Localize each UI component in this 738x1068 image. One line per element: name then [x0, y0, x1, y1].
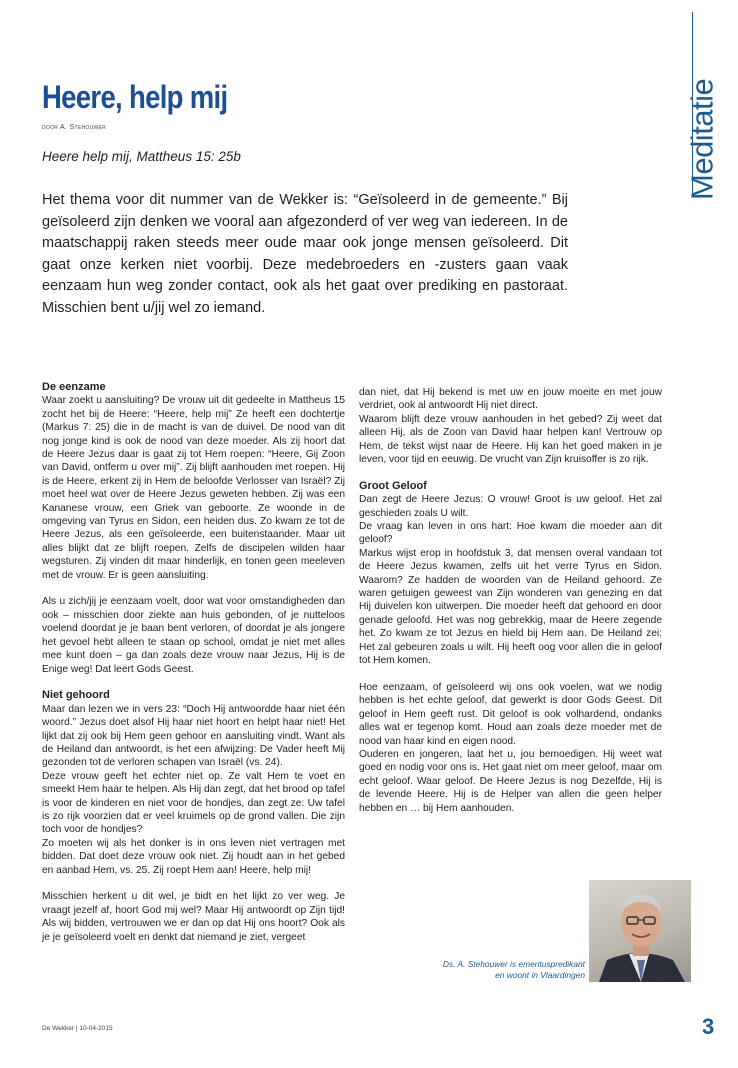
left-paragraph-5: Zo moeten wij als het donker is in ons leven niet vertragen met bidden. Dat doet deze vrouw ook niet. Zij houdt aan in het gebed en aanbad Hem, vs. 25. Zij roept Hem aan! Heere, help mij! [42, 837, 345, 876]
page-number: 3 [702, 1014, 715, 1039]
photo-caption [400, 959, 585, 981]
section-label: Meditatie [684, 78, 720, 200]
left-column [42, 381, 345, 944]
right-paragraph-2: Waarom blijft deze vrouw aanhouden in het gebed? Zij weet dat alleen Hij, als de Zoon van David haar helpen kan! Vertrouw op Hem, de tekst wijst naar de Heere. Hij kan het goed maken in je leven, voor tijd en eeuwig. De vrucht van Zijn kruisoffer is zo rijk. [359, 413, 662, 466]
left-paragraph-1: Waar zoekt u aansluiting? De vrouw uit dit gedeelte in Mattheus 15 zocht het bij de Heere: “Heere, help mij” Ze heeft een dochtertje (Markus 7: 25) die in de macht is van de duivel. De nood van dit nog jonge kind is ook de nood van deze moeder. Als zij hoort dat de Heere Jezus daar is gaat zij tot Hem roepen: “Heere, Gij Zoon van David, ontferm u over mij”. Zij blijft aanhouden met roepen. Hij is de Heere, erkent zij in Hem de beloofde Verlosser van Israël? Zij moet heel wat over de Heere Jezus geweten hebben. Zij was een Kananese vrouw, een Griek van geboorte. Ze woonde in de omgeving van Tyrus en Sidon, een heiden dus. Zo kwam ze tot de Heere Jezus, als een geïsoleerde, een buitenstaander. Maar uit alles blijkt dat ze blijft roepen. Zelfs de discipelen wilden haar wegsturen. Zij vinden dit maar hinderlijk, en tonen geen meeleven met de vrouw. Er is geen aansluiting. [42, 395, 345, 581]
heading-groot-geloof: Groot Geloof [359, 479, 427, 492]
caption-line-2: en woont in Vlaardingen [495, 970, 585, 980]
right-paragraph-3: Dan zegt de Heere Jezus: O vrouw! Groot is uw geloof. Het zal geschieden zoals U wilt. [359, 494, 662, 519]
right-paragraph-6: Hoe eenzaam, of geïsoleerd wij ons ook voelen, wat we nodig hebben is het echte geloof, dat gewerkt is door Gods Geest. Dit geloof in Hem geeft rust. Dit geloof is ook volhardend, ondanks alles wat er tegenop komt. Houd aan zoals deze moeder met de nood van haar kind en eigen nood. [359, 681, 662, 747]
intro-paragraph: Het thema voor dit nummer van de Wekker is: “Geïsoleerd in de gemeente.” Bij geïsoleerd zijn denken we vooral aan afgezonderd of ver weg van iedereen. In de maatschappij raken steeds meer oude maar ook jonge mensen geïsoleerd. Dit gaat onze kerken niet voorbij. Deze medebroeders en -zusters gaan vaak eenzaam hun weg zonder contact, ook als het gaat over prediking en pastoraat. Misschien bent u/jij wel zo iemand. [42, 192, 568, 316]
right-paragraph-5: Markus wijst erop in hoofdstuk 3, dat mensen overal vandaan tot de Heere Jezus kwamen, zelfs uit het verre Tyrus en Sidon. Waarom? Ze hadden de woorden van de Heiland gehoord. Ze waren getuigen geweest van Zijn wonderen van genezing en dat Hij duivelen kon uitwerpen. Die moeder heeft dat gehoord en door genade geloofd. Het was nog gebrekkig, maar de Heere zegende het. Zo kwam ze tot Jezus en hield bij Hem aan. De Heiland zei: Het zal gebeuren zoals u wilt. Hij heeft oog voor allen die in geloof tot Hem komen. [359, 547, 662, 667]
right-paragraph-7: Ouderen en jongeren, laat het u, jou bemoedigen. Hij weet wat goed en nodig voor ons is. Het gaat niet om meer geloof, maar om echt geloof. Waar geloof. De Heere Jezus is nog Dezelfde, Hij is de levende Heere. Hij is de Helper van allen die geen helper hebben en … bij Hem aanhouden. [359, 748, 662, 814]
right-paragraph-1: dan niet, dat Hij bekend is met uw en jouw moeite en met jouw verdriet, ook al antwoordt Hij niet direct. [359, 387, 662, 412]
heading-niet-gehoord: Niet gehoord [42, 689, 110, 702]
byline: door A. Stehouwer [42, 124, 107, 131]
heading-de-eenzame: De eenzame [42, 381, 106, 393]
bible-reference: Heere help mij, Mattheus 15: 25b [42, 149, 241, 164]
left-paragraph-6: Misschien herkent u dit wel, je bidt en het lijkt zo ver weg. Je vraagt jezelf af, hoort God mij wel? Maar Hij antwoordt op Zijn tijd! Als wij bidden, vertrouwen we er dan op dat Hij ons hoort? Ook als je je geïsoleerd voelt en denkt dat niemand je ziet, vergeet [42, 891, 345, 943]
right-column [359, 386, 662, 815]
footer-publication: De Wekker | 10-04-2015 [42, 1025, 113, 1032]
right-paragraph-4: De vraag kan leven in ons hart: Hoe kwam die moeder aan dit geloof? [359, 521, 662, 546]
author-portrait [589, 880, 691, 982]
left-paragraph-3: Maar dan lezen we in vers 23: “Doch Hij antwoordde haar niet één woord.” Jezus doet alsof Hij haar niet hoort en helpt haar niet! Het lijkt dat zij ook bij Hem geen gehoor en aansluiting vindt. Want als de Heiland dan antwoordt, is het een afwijzing: De Vader heeft Mij gezonden tot de verloren schapen van Israël (vs. 24). [42, 703, 345, 769]
article-title: Heere, help mij [42, 79, 228, 115]
caption-line-1: Ds. A. Stehouwer is emerituspredikant [442, 959, 585, 969]
left-paragraph-4: Deze vrouw geeft het echter niet op. Ze valt Hem te voet en smeekt Hem haar te helpen. Als Hij dan zegt, dat het brood op tafel is voor de kinderen en niet voor de hondjes, dan zegt ze: Uw tafel is zo rijk voorzien dat er veel kruimels op de grond vallen. Die zijn toch voor de hondjes? [42, 770, 345, 836]
left-paragraph-2: Als u zich/jij je eenzaam voelt, door wat voor omstandigheden dan ook – misschien door ziekte aan huis gebonden, of je nutteloos voelend doordat je je baan bent verloren, of doordat je als jongere het gevoel hebt alleen te staan op school, omdat je niet met alles mee kunt doen – ga dan zoals deze vrouw naar Jezus, Hij is de Enige weg! Dat leert Gods Geest. [42, 596, 345, 675]
